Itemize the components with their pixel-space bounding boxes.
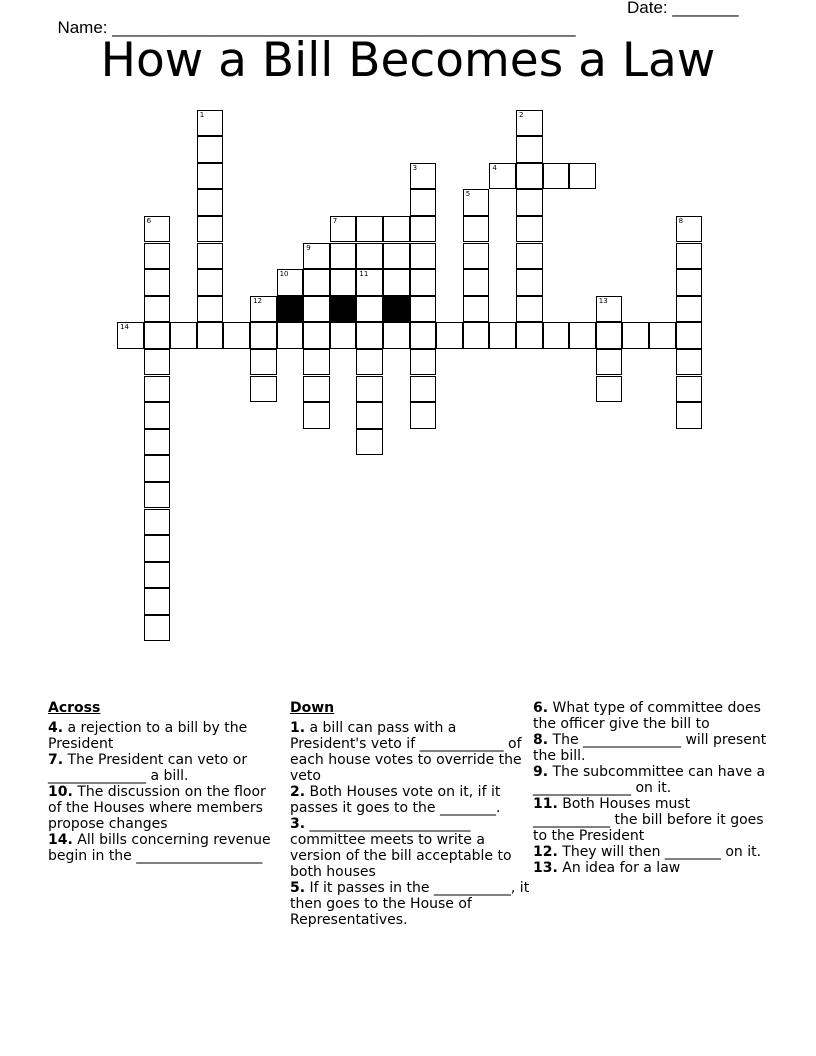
cell-number: 10 bbox=[279, 270, 289, 279]
cell-number: 5 bbox=[465, 190, 471, 199]
clue-item bbox=[290, 784, 530, 816]
clue-number: 8. bbox=[533, 732, 549, 748]
clue-item bbox=[533, 764, 768, 796]
grid-cell[interactable] bbox=[543, 163, 570, 190]
clue-number: 5. bbox=[290, 880, 306, 896]
grid-cell[interactable] bbox=[516, 269, 543, 296]
grid-cell[interactable] bbox=[516, 216, 543, 243]
grid-cell[interactable] bbox=[356, 216, 383, 243]
cell-number: 12 bbox=[253, 296, 262, 305]
grid-cell[interactable] bbox=[463, 189, 490, 216]
grid-cell[interactable] bbox=[596, 349, 623, 376]
grid-cell[interactable] bbox=[410, 402, 437, 429]
page-title: How a Bill Becomes a Law bbox=[100, 33, 716, 88]
cell-number: 8 bbox=[678, 216, 684, 225]
grid-cell[interactable] bbox=[144, 216, 171, 243]
grid-cell[interactable] bbox=[516, 163, 543, 190]
grid-cell[interactable] bbox=[303, 376, 330, 403]
grid-cell[interactable] bbox=[622, 322, 649, 349]
grid-cell[interactable] bbox=[223, 322, 250, 349]
grid-cell[interactable] bbox=[144, 296, 171, 323]
grid-cell[interactable] bbox=[356, 243, 383, 270]
grid-cell[interactable] bbox=[330, 269, 357, 296]
grid-cell[interactable] bbox=[676, 243, 703, 270]
down-clues-part2 bbox=[533, 700, 768, 876]
down-heading: Down bbox=[290, 700, 335, 716]
grid-cell[interactable] bbox=[197, 322, 224, 349]
grid-cell[interactable] bbox=[117, 322, 144, 349]
clue-text: a bill can pass with a President's veto if ____________ of each house votes to override the veto bbox=[290, 720, 522, 784]
clue-text: Both Houses vote on it, if it passes it goes to the ________. bbox=[290, 784, 501, 816]
clue-number: 12. bbox=[533, 844, 558, 860]
cell-number: 6 bbox=[146, 216, 152, 225]
grid-cell[interactable] bbox=[197, 136, 224, 163]
clue-text: The discussion on the floor of the Houses where members propose changes bbox=[48, 784, 266, 832]
grid-cell[interactable] bbox=[303, 322, 330, 349]
cell-number: 3 bbox=[412, 163, 418, 172]
grid-cell[interactable] bbox=[303, 349, 330, 376]
cell-number: 1 bbox=[199, 110, 205, 119]
clue-number: 4. bbox=[48, 720, 64, 736]
clue-text: _______________________ committee meets to write a version of the bill acceptable to both houses bbox=[290, 816, 512, 880]
grid-cell[interactable] bbox=[516, 189, 543, 216]
grid-cell[interactable] bbox=[516, 243, 543, 270]
clue-text: They will then ________ on it. bbox=[557, 844, 762, 860]
grid-cell[interactable] bbox=[330, 243, 357, 270]
grid-cell[interactable] bbox=[516, 296, 543, 323]
clue-item bbox=[533, 844, 768, 860]
grid-cell[interactable] bbox=[356, 322, 383, 349]
clue-number: 2. bbox=[290, 784, 306, 800]
clue-text: The President can veto or ______________ a bill. bbox=[48, 752, 248, 784]
clue-text: The subcommittee can have a ______________ on it. bbox=[533, 764, 766, 796]
cell-number: 13 bbox=[598, 296, 608, 305]
grid-cell[interactable] bbox=[489, 163, 516, 190]
grid-cell[interactable] bbox=[144, 562, 171, 589]
down-clues-part1 bbox=[290, 700, 530, 928]
grid-cell[interactable] bbox=[330, 322, 357, 349]
black-square bbox=[383, 296, 410, 323]
across-heading: Across bbox=[48, 700, 101, 716]
grid-cell[interactable] bbox=[144, 402, 171, 429]
grid-cell[interactable] bbox=[144, 615, 171, 642]
grid-cell[interactable] bbox=[144, 269, 171, 296]
grid-cell[interactable] bbox=[250, 376, 277, 403]
grid-cell[interactable] bbox=[144, 376, 171, 403]
grid-cell[interactable] bbox=[144, 429, 171, 456]
grid-cell[interactable] bbox=[356, 376, 383, 403]
clue-text: a rejection to a bill by the President bbox=[48, 720, 248, 752]
clue-number: 7. bbox=[48, 752, 64, 768]
grid-cell[interactable] bbox=[383, 216, 410, 243]
black-square bbox=[330, 296, 357, 323]
grid-cell[interactable] bbox=[170, 322, 197, 349]
grid-cell[interactable] bbox=[489, 322, 516, 349]
grid-cell[interactable] bbox=[356, 349, 383, 376]
grid-cell[interactable] bbox=[303, 402, 330, 429]
clue-item bbox=[533, 700, 768, 732]
grid-cell[interactable] bbox=[250, 322, 277, 349]
grid-cell[interactable] bbox=[463, 322, 490, 349]
grid-cell[interactable] bbox=[676, 296, 703, 323]
grid-cell[interactable] bbox=[569, 163, 596, 190]
grid-cell[interactable] bbox=[410, 216, 437, 243]
cell-number: 2 bbox=[519, 110, 524, 119]
grid-cell[interactable] bbox=[676, 269, 703, 296]
grid-cell[interactable] bbox=[144, 455, 171, 482]
name-field: Name: _________________________________________________ bbox=[57, 18, 576, 37]
grid-cell[interactable] bbox=[596, 296, 623, 323]
clue-text: If it passes in the ___________, it then goes to the House of Representatives. bbox=[290, 880, 530, 928]
cell-number: 4 bbox=[492, 163, 497, 172]
grid-cell[interactable] bbox=[356, 429, 383, 456]
grid-cell[interactable] bbox=[410, 163, 437, 190]
cell-number: 14 bbox=[120, 323, 129, 332]
grid-cell[interactable] bbox=[303, 296, 330, 323]
grid-cell[interactable] bbox=[410, 243, 437, 270]
grid-cell[interactable] bbox=[436, 322, 463, 349]
grid-cell[interactable] bbox=[197, 163, 224, 190]
cell-number: 9 bbox=[306, 243, 311, 252]
clue-text: The ______________ will present the bill. bbox=[533, 732, 767, 764]
grid-cell[interactable] bbox=[410, 296, 437, 323]
grid-cell[interactable] bbox=[569, 322, 596, 349]
grid-cell[interactable] bbox=[410, 322, 437, 349]
grid-cell[interactable] bbox=[676, 402, 703, 429]
clue-text: Both Houses must ___________ the bill before it goes to the President bbox=[533, 796, 764, 844]
grid-cell[interactable] bbox=[197, 243, 224, 270]
across-clues bbox=[48, 700, 278, 864]
grid-cell[interactable] bbox=[144, 349, 171, 376]
grid-cell[interactable] bbox=[383, 322, 410, 349]
grid-cell[interactable] bbox=[144, 243, 171, 270]
grid-cell[interactable] bbox=[596, 376, 623, 403]
grid-cell[interactable] bbox=[144, 482, 171, 509]
grid-cell[interactable] bbox=[250, 296, 277, 323]
clue-item bbox=[533, 796, 768, 844]
grid-cell[interactable] bbox=[197, 216, 224, 243]
grid-cell[interactable] bbox=[383, 269, 410, 296]
grid-cell[interactable] bbox=[516, 110, 543, 137]
grid-cell[interactable] bbox=[144, 509, 171, 536]
grid-cell[interactable] bbox=[356, 296, 383, 323]
clue-number: 6. bbox=[533, 700, 549, 716]
grid-cell[interactable] bbox=[463, 216, 490, 243]
clue-number: 1. bbox=[290, 720, 306, 736]
clue-item bbox=[533, 732, 768, 764]
grid-cell[interactable] bbox=[197, 296, 224, 323]
grid-cell[interactable] bbox=[410, 376, 437, 403]
clue-item bbox=[48, 752, 278, 784]
grid-cell[interactable] bbox=[676, 349, 703, 376]
clue-item bbox=[48, 720, 278, 752]
clue-number: 3. bbox=[290, 816, 306, 832]
grid-cell[interactable] bbox=[383, 243, 410, 270]
grid-cell[interactable] bbox=[144, 588, 171, 615]
grid-cell[interactable] bbox=[250, 349, 277, 376]
grid-cell[interactable] bbox=[596, 322, 623, 349]
grid-cell[interactable] bbox=[197, 189, 224, 216]
grid-cell[interactable] bbox=[277, 269, 304, 296]
grid-cell[interactable] bbox=[516, 322, 543, 349]
grid-cell[interactable] bbox=[356, 402, 383, 429]
grid-cell[interactable] bbox=[303, 243, 330, 270]
grid-cell[interactable] bbox=[543, 322, 570, 349]
clue-item bbox=[290, 880, 530, 928]
clue-number: 13. bbox=[533, 860, 558, 876]
clue-item bbox=[533, 860, 768, 876]
grid-cell[interactable] bbox=[463, 243, 490, 270]
clue-number: 14. bbox=[48, 832, 73, 848]
clue-number: 9. bbox=[533, 764, 549, 780]
clue-item bbox=[290, 816, 530, 880]
grid-cell[interactable] bbox=[649, 322, 676, 349]
clue-item bbox=[48, 784, 278, 832]
clue-item bbox=[48, 832, 278, 864]
grid-cell[interactable] bbox=[463, 269, 490, 296]
clue-number: 10. bbox=[48, 784, 73, 800]
cell-number: 7 bbox=[332, 216, 338, 225]
grid-cell[interactable] bbox=[303, 269, 330, 296]
clue-text: An idea for a law bbox=[557, 860, 681, 876]
date-field: Date: _______ bbox=[627, 0, 739, 17]
grid-cell[interactable] bbox=[676, 322, 703, 349]
grid-cell[interactable] bbox=[410, 269, 437, 296]
grid-cell[interactable] bbox=[516, 136, 543, 163]
grid-cell[interactable] bbox=[330, 216, 357, 243]
grid-cell[interactable] bbox=[410, 349, 437, 376]
clue-item bbox=[290, 720, 530, 784]
clue-text: All bills concerning revenue begin in the __________________ bbox=[48, 832, 271, 864]
grid-cell[interactable] bbox=[463, 296, 490, 323]
grid-cell[interactable] bbox=[197, 110, 224, 137]
grid-cell[interactable] bbox=[410, 189, 437, 216]
black-square bbox=[277, 296, 304, 323]
grid-cell[interactable] bbox=[197, 269, 224, 296]
grid-cell[interactable] bbox=[676, 216, 703, 243]
grid-cell[interactable] bbox=[144, 535, 171, 562]
grid-cell[interactable] bbox=[356, 269, 383, 296]
clue-number: 11. bbox=[533, 796, 558, 812]
grid-cell[interactable] bbox=[676, 376, 703, 403]
grid-cell[interactable] bbox=[277, 322, 304, 349]
cell-number: 11 bbox=[359, 270, 369, 279]
clue-text: What type of committee does the officer give the bill to bbox=[533, 700, 761, 732]
grid-cell[interactable] bbox=[144, 322, 171, 349]
